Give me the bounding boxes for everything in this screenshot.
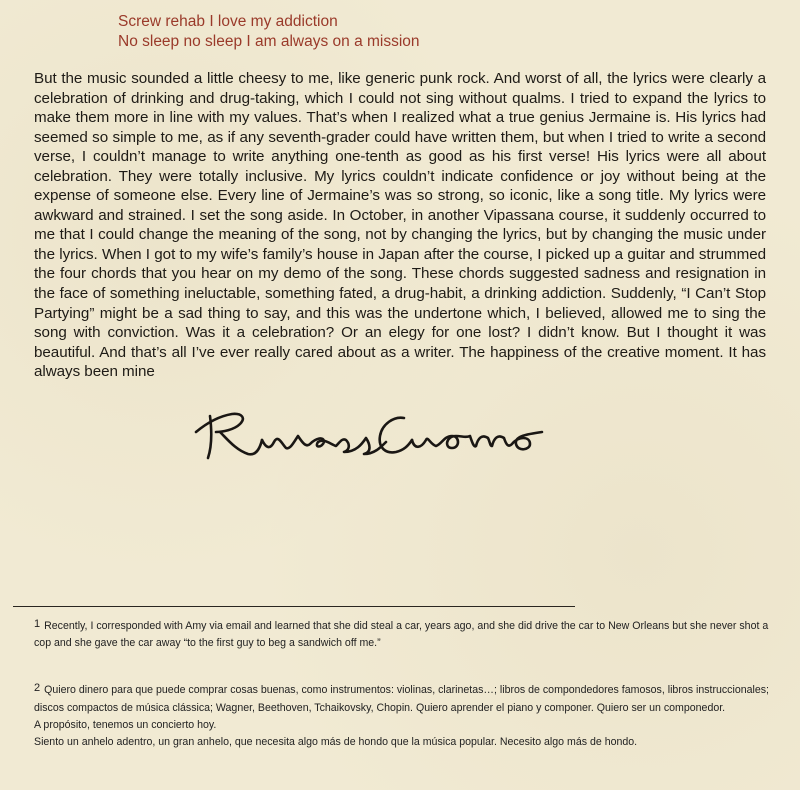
footnote-2: [34, 680, 778, 716]
body-paragraph: But the music sounded a little cheesy to me, like generic punk rock. And worst of all, the lyrics were clearly a celebration of drinking and drug-taking, which I could not sing without qualms. I tried to expand the lyrics to make them more in line with my values. That’s when I realized what a true genius Jermaine is. His lyrics had seemed so simple to me, as if any seventh-grader could have written them, but when I tried to write a second verse, I couldn’t manage to write anything one-tenth as good as his first verse! His lyrics were all about celebration. They were totally inclusive. My lyrics couldn’t indicate confidence or joy without being at the expense of someone else. Every line of Jermaine’s was so strong, so iconic, like a song title. My lyrics were awkward and strained. I set the song aside. In October, in another Vipassana course, it suddenly occurred to me that I could change the meaning of the song, not by changing the lyrics, but by changing the music under the lyrics. When I got to my wife’s family’s house in Japan after the course, I picked up a guitar and strummed the four chords that you hear on my demo of the song. These chords suggested sadness and resignation in the face of something ineluctable, something fated, a drug-habit, a drinking addiction. Suddenly, “I Can’t Stop Partying” might be a sad thing to say, and this was the undertone which, I believed, allowed me to sing the song with conviction. Was it a celebration? Or an elegy for one lost? I didn’t know. But I thought it was beautiful. And that’s all I’ve ever really cared about as a writer. The happiness of the creative moment. It has always been mine: [34, 70, 766, 381]
footnote-1-text: Recently, I corresponded with Amy via email and learned that she did steal a car, years ago, and she did drive the car to New Orleans but she never shot a cop and she gave the car away “to the first guy to beg a sandwich off me.”: [34, 620, 769, 650]
footnote-2-line-2: A propósito, tenemos un concierto hoy.: [34, 718, 217, 731]
footnote-1: [34, 616, 778, 652]
footnote-2-text: Quiero dinero para que puede comprar cosas buenas, como instrumentos: violinas, clarinetas…; libros de compondedores famosos, libros instruccionales; discos compactos de música clássica; Wagner, Beethoven, Tchaikovsky, Chopin. Quiero aprender el piano y componer. Quiero ser un componedor.: [34, 684, 769, 714]
lyric-line-2: No sleep no sleep I am always on a mission: [118, 33, 420, 50]
footnotes: [34, 616, 778, 751]
lyric-line-1: Screw rehab I love my addiction: [118, 13, 338, 30]
footnote-1-marker: 1: [34, 618, 41, 630]
footnote-divider: [13, 606, 575, 607]
footnote-2-marker: 2: [34, 682, 41, 695]
footnote-2-line-3: Siento un anhelo adentro, un gran anhelo, que necesita algo más de hondo que la música popular. Necesito algo más de hondo.: [34, 736, 638, 749]
lyric-excerpt: [118, 12, 420, 52]
signature: [190, 392, 550, 472]
